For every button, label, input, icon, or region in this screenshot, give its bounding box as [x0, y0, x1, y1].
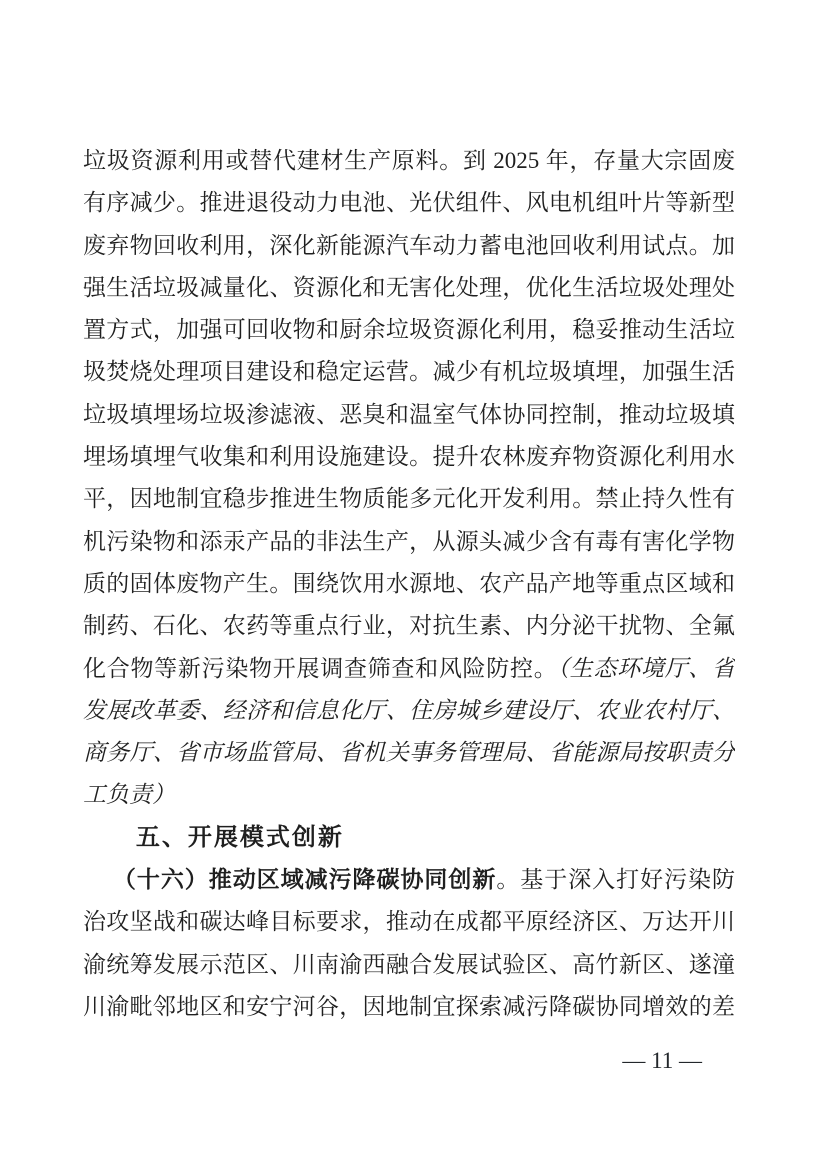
- text-segment: 渝统筹发展示范区、川南渝西融合发展试验区、高竹新区、遂潼: [83, 951, 735, 977]
- text-line: [83, 648, 735, 690]
- text-line: [83, 394, 735, 436]
- text-line: [83, 309, 735, 351]
- text-line: [83, 521, 735, 563]
- text-segment: 废弃物回收利用，深化新能源汽车动力蓄电池回收利用试点。加: [83, 232, 735, 258]
- text-segment: （生态环境厅、省: [557, 655, 735, 681]
- text-line: [83, 563, 735, 605]
- text-segment: 机污染物和添汞产品的非法生产，从源头减少含有毒有害化学物: [83, 528, 735, 554]
- page-number: — 11 —: [622, 1048, 702, 1073]
- text-segment: 垃圾资源利用或替代建材生产原料。到 2025 年，存量大宗固废: [83, 148, 735, 173]
- text-segment: 质的固体废物产生。围绕饮用水源地、农产品产地等重点区域和: [83, 570, 735, 596]
- text-segment: 。基于深入打好污染防: [496, 867, 735, 893]
- text-line: [83, 944, 735, 986]
- text-line: [83, 182, 735, 224]
- text-segment: 商务厅、省市场监管局、省机关事务管理局、省能源局按职责分: [83, 740, 735, 766]
- text-segment: 化合物等新污染物开展调查筛查和风险防控。: [83, 655, 558, 681]
- section-heading: 五、开展模式创新: [135, 823, 344, 851]
- text-line: [83, 901, 735, 943]
- text-line: [83, 774, 735, 816]
- text-line: [83, 478, 735, 520]
- text-segment: 垃圾填埋场垃圾渗滤液、恶臭和温室气体协同控制，推动垃圾填: [83, 401, 735, 427]
- text-line: [83, 436, 735, 478]
- text-segment: 治攻坚战和碳达峰目标要求，推动在成都平原经济区、万达开川: [83, 909, 735, 935]
- text-segment: 置方式，加强可回收物和厨余垃圾资源化利用，稳妥推动生活垃: [83, 317, 735, 343]
- text-segment: 发展改革委、经济和信息化厅、住房城乡建设厅、农业农村厅、: [83, 697, 735, 723]
- text-segment: 有序减少。推进退役动力电池、光伏组件、风电机组叶片等新型: [83, 190, 735, 216]
- text-segment: 圾焚烧处理项目建设和稳定运营。减少有机垃圾填埋，加强生活: [83, 359, 735, 385]
- text-line: [83, 732, 735, 774]
- text-segment: 平，因地制宜稳步推进生物质能多元化开发利用。禁止持久性有: [83, 486, 735, 512]
- text-line: [83, 690, 735, 732]
- text-segment: 川渝毗邻地区和安宁河谷，因地制宜探索减污降碳协同增效的差: [83, 993, 735, 1019]
- text-line: [83, 225, 735, 267]
- text-segment: 制药、石化、农药等重点行业，对抗生素、内分泌干扰物、全氟: [83, 613, 735, 639]
- text-segment: 强生活垃圾减量化、资源化和无害化处理，优化生活垃圾处理处: [83, 274, 735, 300]
- text-line: [83, 605, 735, 647]
- text-line: [83, 140, 735, 182]
- text-segment: （十六）推动区域减污降碳协同创新: [112, 867, 497, 893]
- document-body: [83, 140, 735, 1028]
- text-line: [83, 267, 735, 309]
- text-segment: 埋场填埋气收集和利用设施建设。提升农林废弃物资源化利用水: [83, 444, 735, 470]
- text-line: [83, 986, 735, 1028]
- text-line: [83, 817, 735, 859]
- text-segment: 工负责）: [83, 782, 175, 808]
- text-line: [83, 351, 735, 393]
- text-line: [83, 859, 735, 901]
